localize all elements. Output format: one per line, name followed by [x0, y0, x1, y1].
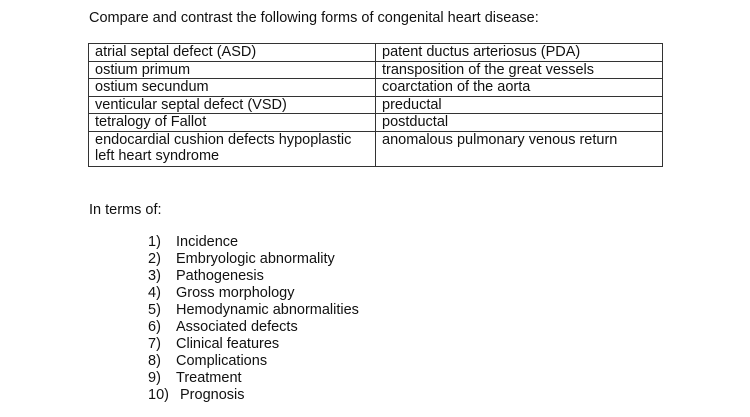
table-row [89, 131, 663, 166]
list-number: 3) [148, 268, 161, 284]
list-number: 8) [148, 353, 161, 369]
list-number: 4) [148, 285, 161, 301]
list-number: 5) [148, 302, 161, 318]
table-cell: patent ductus arteriosus (PDA) [376, 44, 663, 62]
list-text: Pathogenesis [176, 268, 264, 284]
list-text: Gross morphology [176, 285, 295, 301]
list-item [148, 336, 359, 353]
table-cell: transposition of the great vessels [376, 61, 663, 79]
list-text: Clinical features [176, 336, 280, 352]
list-text: Complications [176, 353, 268, 369]
table-row [89, 79, 663, 97]
list-number: 2) [148, 251, 161, 267]
table-row [89, 114, 663, 132]
list-item [148, 387, 359, 404]
table-cell: coarctation of the aorta [376, 79, 663, 97]
criteria-list [148, 234, 359, 404]
list-item [148, 353, 359, 370]
table-cell: anomalous pulmonary venous return [376, 131, 663, 166]
table-cell: venticular septal defect (VSD) [89, 96, 376, 114]
table-cell: tetralogy of Fallot [89, 114, 376, 132]
list-number: 10) [148, 387, 169, 403]
terms-label: In terms of: [89, 202, 162, 218]
list-item [148, 319, 359, 336]
table-cell: postductal [376, 114, 663, 132]
list-item [148, 302, 359, 319]
table-cell: preductal [376, 96, 663, 114]
list-item [148, 370, 359, 387]
list-text: Hemodynamic abnormalities [176, 302, 359, 318]
list-text: Prognosis [180, 387, 245, 403]
list-text: Associated defects [176, 319, 298, 335]
list-text: Treatment [176, 370, 242, 386]
list-text: Incidence [176, 234, 239, 250]
table-row [89, 96, 663, 114]
list-text: Embryologic abnormality [176, 251, 335, 267]
table-cell: endocardial cushion defects hypoplastic left heart syndrome [89, 131, 376, 166]
disease-table [88, 43, 663, 167]
list-number: 6) [148, 319, 161, 335]
list-number: 7) [148, 336, 161, 352]
table-cell: ostium secundum [89, 79, 376, 97]
table-row [89, 61, 663, 79]
list-item [148, 251, 359, 268]
list-number: 9) [148, 370, 161, 386]
list-item [148, 268, 359, 285]
table-cell: ostium primum [89, 61, 376, 79]
table-cell: atrial septal defect (ASD) [89, 44, 376, 62]
list-number: 1) [148, 234, 161, 250]
table-row [89, 44, 663, 62]
list-item [148, 285, 359, 302]
list-item [148, 234, 359, 251]
intro-text: Compare and contrast the following forms of congenital heart disease: [89, 10, 539, 26]
